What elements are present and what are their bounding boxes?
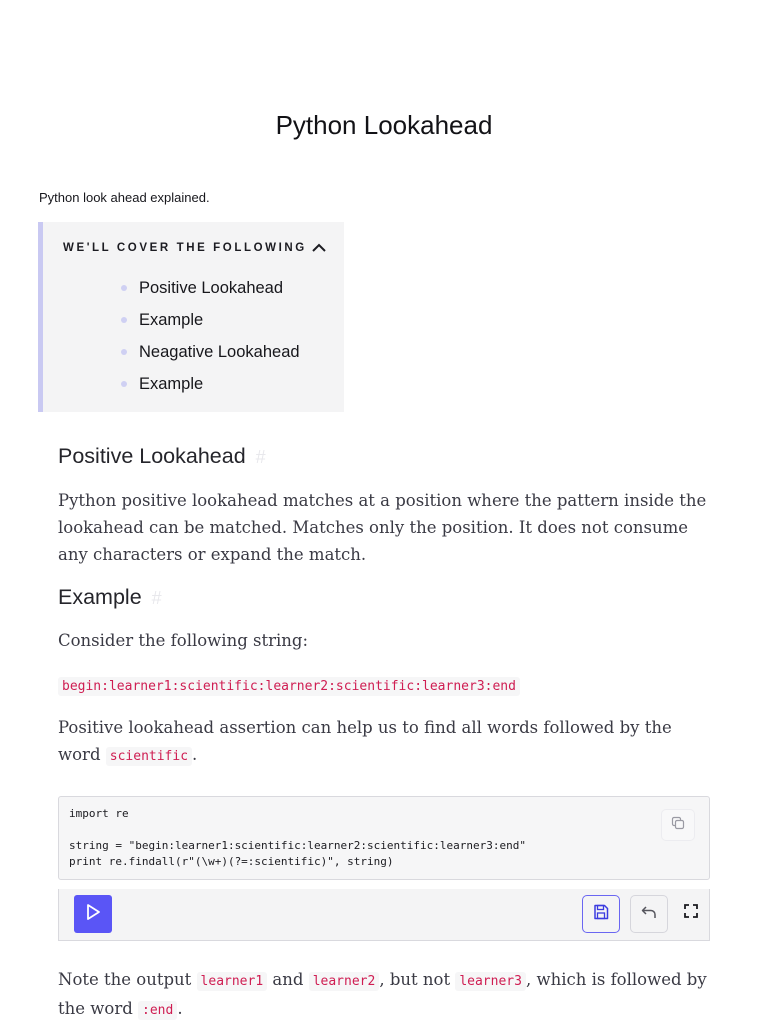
page-subtitle: Python look ahead explained. [39, 190, 210, 205]
run-button[interactable] [74, 895, 112, 933]
bullet-icon [121, 381, 127, 387]
lookahead-assertion-text [58, 714, 718, 770]
example-intro: Consider the following string: [58, 631, 309, 650]
example-string [58, 671, 718, 700]
heading-anchor-link[interactable]: # [151, 588, 162, 608]
toc-header[interactable] [63, 242, 327, 254]
section-heading-example [58, 585, 162, 610]
save-button[interactable] [582, 895, 620, 933]
toc-item-label: Example [139, 374, 204, 393]
undo-icon [640, 903, 658, 926]
inline-code: learner1 [197, 972, 268, 991]
text-run: . [192, 745, 198, 764]
bullet-icon [121, 285, 127, 291]
positive-lookahead-description: Python positive lookahead matches at a position where the pattern inside the lookahead can be matched. Matches only the position. It does not consume any characters or expand the match. [58, 491, 707, 564]
inline-code: :end [138, 1001, 177, 1020]
code-editor[interactable] [58, 796, 710, 880]
toc-item-label: Neagative Lookahead [139, 342, 300, 361]
section-heading-positive-lookahead [58, 444, 266, 469]
inline-code: learner2 [309, 972, 380, 991]
code-content[interactable] [69, 806, 526, 870]
heading-text: Positive Lookahead [58, 444, 246, 468]
toc-item-label: Positive Lookahead [139, 278, 284, 297]
inline-code: scientific [106, 747, 192, 766]
text-run: , which is followed by the word [58, 970, 707, 1018]
fullscreen-icon [683, 903, 699, 924]
toc-item-negative-lookahead[interactable] [121, 336, 300, 368]
toc-item-positive-lookahead[interactable] [121, 272, 300, 304]
page-title: Python Lookahead [275, 110, 493, 140]
toc-item-label: Example [139, 310, 204, 329]
text-run: . [177, 999, 183, 1018]
toc-item-example-2[interactable] [121, 368, 300, 400]
toc-item-example[interactable] [121, 304, 300, 336]
code-line: print re.findall(r"(\w+)(?=:scientific)", string) [69, 855, 394, 868]
heading-text: Example [58, 585, 142, 609]
code-line: string = "begin:learner1:scientific:learner2:scientific:learner3:end" [69, 839, 526, 852]
copy-icon [670, 815, 686, 836]
text-run: Note the output [58, 970, 197, 989]
chevron-up-icon[interactable] [311, 242, 327, 254]
code-line: import re [69, 807, 129, 820]
reset-button[interactable] [630, 895, 668, 933]
output-note [58, 966, 718, 1024]
code-toolbar [58, 889, 710, 941]
fullscreen-button[interactable] [673, 895, 709, 931]
inline-code: learner3 [455, 972, 526, 991]
inline-code: begin:learner1:scientific:learner2:scientific:learner3:end [58, 677, 520, 696]
save-icon [592, 903, 610, 926]
toc-list [121, 272, 300, 400]
toc-title: WE'LL COVER THE FOLLOWING [63, 242, 307, 254]
text-run: Positive lookahead assertion can help us to find all words followed by the word [58, 718, 672, 764]
bullet-icon [121, 349, 127, 355]
heading-anchor-link[interactable]: # [255, 447, 266, 467]
table-of-contents [38, 222, 344, 412]
text-run: , but not [379, 970, 456, 989]
copy-button[interactable] [661, 809, 695, 841]
bullet-icon [121, 317, 127, 323]
text-run: and [267, 970, 309, 989]
play-icon [85, 903, 101, 926]
